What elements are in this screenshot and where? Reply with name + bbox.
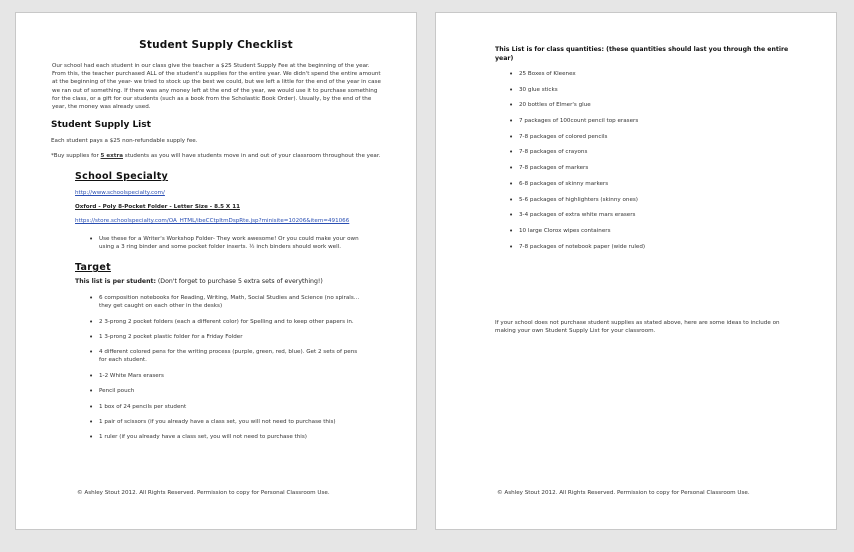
list-item: • 6-8 packages of skinny markers [519,180,796,188]
per-student-bold: This list is per student: [75,278,156,286]
per-student-rest: (Don't forget to purchase 5 extra sets of everything!) [155,278,323,286]
class-quantities-bullets [519,70,796,251]
page-title: Student Supply Checklist [139,39,293,51]
list-item: • 1 box of 24 pencils per student [99,403,366,411]
buy-note-prefix: *Buy supplies for [51,153,101,160]
buy-note-suffix: students as you will have students move in and out of your classroom throughout the year. [123,153,381,160]
list-item: • 7-8 packages of crayons [519,148,796,156]
list-item: • 1 3-prong 2 pocket plastic folder for a Friday Folder [99,333,366,341]
list-item: • 4 different colored pens for the writing process (purple, green, red, blue). Get 2 sets of pens for each student. [99,348,366,364]
section-title: Student Supply List [51,120,151,131]
list-item: • 7-8 packages of notebook paper (wide ruled) [519,243,796,251]
supply-list-note: If your school does not purchase student supplies as stated above, here are some ideas to include on making your own Student Supply List for your classroom. [495,319,780,334]
list-item: • 7-8 packages of markers [519,164,796,172]
list-item: • 6 composition notebooks for Reading, Writing, Math, Social Studies and Science (no spirals…they get caught on each other in the desks) [99,294,366,310]
buy-note-emphasis: 5 extra [100,153,123,160]
list-item: • 3-4 packages of extra white mars erasers [519,211,796,219]
list-item: • 7 packages of 100count pencil top erasers [519,117,796,125]
list-item: • 10 large Clorox wipes containers [519,227,796,235]
list-item: • Pencil pouch [99,387,366,395]
list-item: • 30 glue sticks [519,86,796,94]
school-specialty-bullets [99,235,366,251]
document-page-left [15,12,417,530]
class-quantities-heading: This List is for class quantities: (these quantities should last you through the entire year) [495,46,789,62]
buy-note [51,152,382,160]
list-item: • 1 ruler (if you already have a class set, you will not need to purchase this) [99,433,366,441]
target-bullets [99,294,366,441]
list-item: • 1-2 White Mars erasers [99,372,366,380]
folder-product-name: Oxford - Poly 8-Pocket Folder - Letter Size - 8.5 X 11 [75,204,240,211]
target-heading: Target [75,262,111,274]
list-item: • Use these for a Writer's Workshop Folder- They work awesome! Or you could make your own using a 3 ring binder and some pocket folder inserts. ½ inch binders should work well. [99,235,366,251]
list-item: • 20 bottles of Elmer's glue [519,101,796,109]
list-item: • 7-8 packages of colored pencils [519,133,796,141]
list-item: • 5-6 packages of highlighters (skinny ones) [519,196,796,204]
list-item: • 25 Boxes of Kleenex [519,70,796,78]
intro-paragraph: Our school had each student in our class give the teacher a $25 Student Supply Fee at the beginning of the year. From this, the teacher purchased ALL of the student's supplies for the entire year. We didn't spend the entire amount at the beginning of the year- we tried to stock up the best we could, but we left a little for the end of the year in case we ran out of something. If there was any money left at the end of the year, we would use it to purchase something for the class, or a gift for our students (such as a book from the Scholastic Book Order). Usually, by the end of the year, the money was already used. [52,63,381,111]
per-student-note [75,278,416,285]
list-item: • 2 3-prong 2 pocket folders (each a different color) for Spelling and to keep other papers in. [99,318,366,326]
fee-note: Each student pays a $25 non-refundable supply fee. [51,138,198,145]
copyright-footer: © Ashley Stout 2012. All Rights Reserved. Permission to copy for Personal Classroom Use. [497,490,750,496]
school-specialty-heading: School Specialty [75,171,169,183]
folder-product-link[interactable]: https://store.schoolspecialty.com/OA_HTML/ibeCCtpItmDspRte.jsp?minisite=10206&item=491066 [75,218,350,225]
copyright-footer: © Ashley Stout 2012. All Rights Reserved. Permission to copy for Personal Classroom Use. [77,490,330,496]
document-page-right [435,12,837,530]
school-specialty-link[interactable]: http://www.schoolspecialty.com/ [75,190,165,197]
list-item: • 1 pair of scissors (if you already have a class set, you will not need to purchase this) [99,418,366,426]
